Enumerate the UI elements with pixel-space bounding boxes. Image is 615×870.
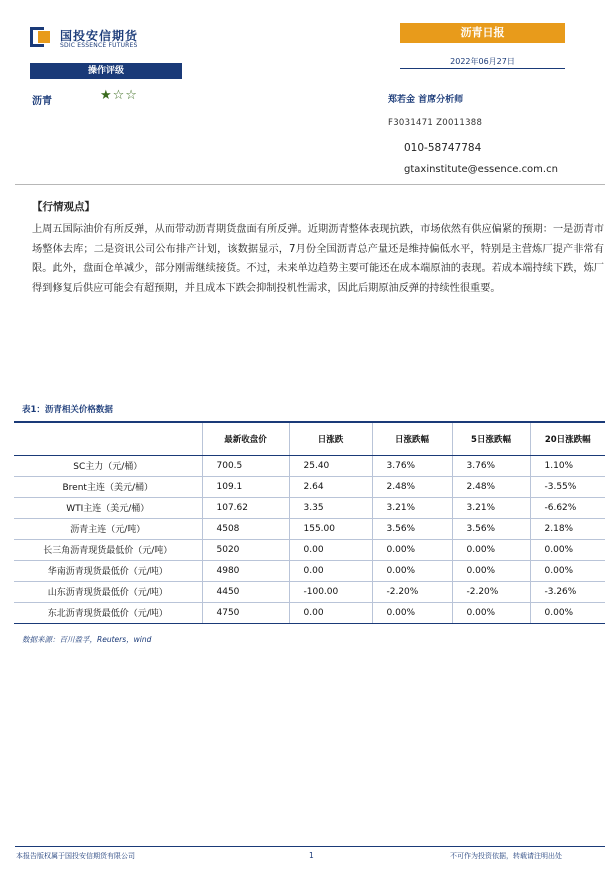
table-header-cell: 最新收盘价 <box>202 422 289 455</box>
table-row <box>14 518 605 539</box>
table-cell: 3.56% <box>372 518 452 539</box>
table-row <box>14 581 605 602</box>
table-cell-name: 华南沥青现货最低价（元/吨） <box>14 560 202 581</box>
table-header-row <box>14 422 605 455</box>
table-cell: 2.48% <box>372 476 452 497</box>
table-title: 表1：沥青相关价格数据 <box>22 405 113 415</box>
table-cell: 0.00% <box>530 539 605 560</box>
table-cell: 2.18% <box>530 518 605 539</box>
table-cell-name: WTI主连（美元/桶） <box>14 497 202 518</box>
table-row <box>14 497 605 518</box>
report-type-badge: 沥青日报 <box>400 23 565 43</box>
table-cell: 0.00 <box>289 560 372 581</box>
page-number: 1 <box>309 851 314 860</box>
logo-name-cn: 国投安信期货 <box>60 29 139 43</box>
table-cell: 25.40 <box>289 455 372 476</box>
footer-disclaimer: 不可作为投资依据，转载请注明出处 <box>450 852 562 860</box>
table-cell: 0.00% <box>372 602 452 623</box>
table-cell: 0.00% <box>372 560 452 581</box>
commodity-name: 沥青 <box>32 96 52 107</box>
viewpoint-paragraph: 上周五国际油价有所反弹，从而带动沥青期货盘面有所反弹。近期沥青整体表现抗跌，市场依然有供应偏紧的预期：一是沥青市场整体去库；二是资讯公司公布排产计划，该数据显示，7月份全国沥青总产量还是维持偏低水平，特别是主营炼厂提产非常有限。此外，盘面仓单减少，部分刚需继续接货。不过，未来单边趋势主要可能还在成本端原油的表现。若成本端持续下跌，炼厂得到修复后供应可能会有超预期，并且成本下跌会抑制投机性需求，因此后期原油反弹的持续性很重要。 <box>32 224 604 294</box>
table-cell: 155.00 <box>289 518 372 539</box>
table-cell: 3.21% <box>452 497 530 518</box>
table-cell: -3.55% <box>530 476 605 497</box>
logo-mark-icon <box>30 27 52 49</box>
table-header-cell: 日涨跌 <box>289 422 372 455</box>
table-row <box>14 455 605 476</box>
analyst-phone: 010-58747784 <box>404 142 482 154</box>
table-cell: -6.62% <box>530 497 605 518</box>
footer-copyright: 本报告版权属于国投安信期货有限公司 <box>16 852 135 860</box>
table-cell-name: 沥青主连（元/吨） <box>14 518 202 539</box>
logo-name-en: SDIC ESSENCE FUTURES <box>60 42 138 49</box>
table-cell-name: 长三角沥青现货最低价（元/吨） <box>14 539 202 560</box>
table-cell-name: SC主力（元/桶） <box>14 455 202 476</box>
table-row <box>14 602 605 623</box>
table-cell: 3.76% <box>452 455 530 476</box>
table-cell: 0.00% <box>452 539 530 560</box>
table-cell: 0.00 <box>289 539 372 560</box>
table-cell: 4980 <box>202 560 289 581</box>
table-header-cell: 日涨跌幅 <box>372 422 452 455</box>
table-cell: 0.00% <box>530 560 605 581</box>
table-row <box>14 560 605 581</box>
price-table <box>14 421 605 624</box>
table-header-cell <box>14 422 202 455</box>
star-rating: ★☆☆ <box>100 88 138 103</box>
table-cell: 4450 <box>202 581 289 602</box>
table-cell: 0.00% <box>372 539 452 560</box>
table-cell: -100.00 <box>289 581 372 602</box>
date-divider <box>400 68 565 69</box>
table-cell: 3.56% <box>452 518 530 539</box>
table-header-cell: 5日涨跌幅 <box>452 422 530 455</box>
table-row <box>14 539 605 560</box>
table-cell: 700.5 <box>202 455 289 476</box>
table-cell-name: Brent主连（美元/桶） <box>14 476 202 497</box>
table-cell: 4750 <box>202 602 289 623</box>
report-date: 2022年06月27日 <box>450 57 515 66</box>
company-logo <box>30 27 160 51</box>
table-cell: 0.00% <box>452 602 530 623</box>
data-source-note: 数据来源：百川盈孚，Reuters，wind <box>22 635 152 644</box>
table-cell: 2.48% <box>452 476 530 497</box>
analyst-cert: F3031471 Z0011388 <box>388 118 483 128</box>
table-cell: 3.21% <box>372 497 452 518</box>
table-cell: 109.1 <box>202 476 289 497</box>
table-cell: -2.20% <box>452 581 530 602</box>
rating-label-bar: 操作评级 <box>30 63 182 79</box>
table-cell: -3.26% <box>530 581 605 602</box>
table-cell: 107.62 <box>202 497 289 518</box>
table-cell: 4508 <box>202 518 289 539</box>
table-cell: 3.35 <box>289 497 372 518</box>
analyst-email[interactable]: gtaxinstitute@essence.com.cn <box>404 164 558 175</box>
table-header-cell: 20日涨跌幅 <box>530 422 605 455</box>
footer-divider <box>15 846 605 847</box>
table-cell: 5020 <box>202 539 289 560</box>
table-cell: -2.20% <box>372 581 452 602</box>
table-cell-name: 东北沥青现货最低价（元/吨） <box>14 602 202 623</box>
table-cell: 0.00% <box>452 560 530 581</box>
table-cell: 0.00 <box>289 602 372 623</box>
table-cell-name: 山东沥青现货最低价（元/吨） <box>14 581 202 602</box>
table-cell: 2.64 <box>289 476 372 497</box>
analyst-name: 郑若金 首席分析师 <box>388 95 464 105</box>
table-row <box>14 476 605 497</box>
table-cell: 0.00% <box>530 602 605 623</box>
header-divider <box>15 184 605 185</box>
table-cell: 1.10% <box>530 455 605 476</box>
section-title-viewpoint: 【行情观点】 <box>32 201 95 213</box>
table-cell: 3.76% <box>372 455 452 476</box>
